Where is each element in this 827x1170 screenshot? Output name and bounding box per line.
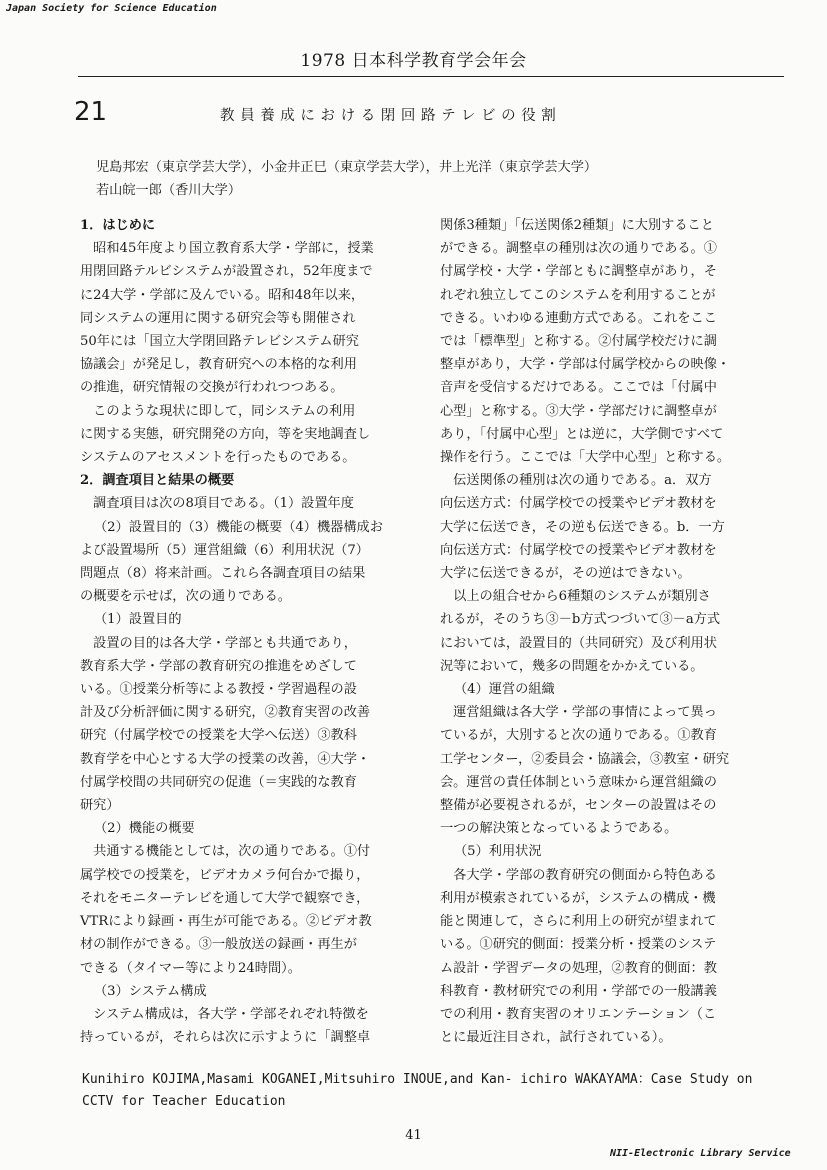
text-line: とに最近注目され，試行されている）。: [440, 1030, 672, 1046]
text-line: 昭和45年度より国立教育系大学・学部に，授業: [80, 241, 374, 257]
text-line: 向伝送方式：付属学校での授業やビデオ教材を: [440, 542, 717, 558]
text-line: システムのアセスメントを行ったものである。: [80, 450, 356, 466]
paper-number: 21: [74, 97, 108, 127]
text-line: 工学センター，②委員会・協議会，③教室・研究: [440, 751, 730, 767]
text-line: 向伝送方式：付属学校での授業やビデオ教材を: [440, 496, 717, 512]
header-rule: [78, 76, 784, 77]
text-line: （1）設置目的: [94, 612, 182, 628]
text-line: できる。いわゆる連動方式である。これをここ: [440, 310, 717, 326]
text-line: 運営組織は各大学・学部の事情によって異っ: [440, 705, 717, 721]
text-line: 付属学校間の共同研究の促進（＝実践的な教育: [80, 774, 357, 790]
text-line: 問題点（8）将来計画。これら各調査項目の結果: [80, 566, 366, 582]
text-line: 各大学・学部の教育研究の側面から特色ある: [440, 867, 717, 883]
text-line: に関する実態，研究開発の方向，等を実地調査し: [80, 426, 371, 442]
text-line: 付属学校・大学・学部ともに調整卓があり，そ: [440, 264, 717, 280]
authors-line-2: 若山皖一郎（香川大学）: [96, 183, 242, 198]
text-line: 設置の目的は各大学・学部とも共通であり，: [80, 635, 357, 651]
text-line: 教育学を中心とする大学の授業の改善，④大学・: [80, 751, 371, 767]
text-line: 持っているが，それらは次に示すように「調整卓: [80, 1030, 371, 1046]
text-line: （5）利用状況: [454, 844, 542, 860]
text-line: 2．調査項目と結果の概要: [80, 473, 235, 489]
text-line: では「標準型」と称する。②付属学校だけに調: [440, 334, 717, 350]
text-line: 整備が必要視されるが，センターの設置はその: [440, 798, 717, 814]
text-line: （4）運営の組織: [454, 682, 555, 698]
text-line: に24大学・学部に及んでいる。昭和48年以来，: [80, 287, 365, 303]
text-line: いる。①研究的側面：授業分析・授業のシステ: [440, 937, 717, 953]
text-line: このような現状に即して，同システムの利用: [80, 403, 356, 419]
text-line: 共通する機能としては，次の通りである。①付: [80, 844, 371, 860]
text-line: VTRにより録画・再生が可能である。②ビデオ教: [80, 914, 372, 930]
text-line: システム構成は，各大学・学部それぞれ特徴を: [80, 1006, 369, 1022]
english-abstract-line-1: Kunihiro KOJIMA,Masami KOGANEI,Mitsuhiro INOUE,and Kan- ichiro WAKAYAMA：Case Study on: [82, 1072, 753, 1087]
page-number: 41: [405, 1128, 422, 1143]
text-line: 利用が模索されているが，システムの構成・機: [440, 890, 716, 906]
text-line: 整卓があり，大学・学部は付属学校からの映像・: [440, 357, 731, 373]
text-line: れぞれ独立してこのシステムを利用することが: [440, 287, 716, 303]
text-line: 大学に伝送でき，その逆も伝送できる。b．一方: [440, 519, 725, 535]
text-line: 調査項目は次の8項目である。（1）設置年度: [80, 496, 354, 512]
text-line: 同システムの運用に関する研究会等も開催され: [80, 310, 356, 326]
text-line: よび設置場所（5）運営組織（6）利用状況（7）: [80, 542, 369, 558]
body-column-right: [440, 214, 785, 1049]
text-line: （2）設置目的（3）機能の概要（4）機器構成お: [94, 519, 383, 535]
text-line: 属学校での授業を，ビデオカメラ何台かで撮り，: [80, 867, 370, 883]
text-line: 用閉回路テルビシステムが設置され，52年度まで: [80, 264, 373, 280]
society-header: Japan Society for Science Education: [6, 3, 217, 14]
text-line: 音声を受信するだけである。ここでは「付属中: [440, 380, 717, 396]
text-line: あり，「付属中心型」とは逆に，大学側ですべて: [440, 426, 724, 442]
authors-line-1: 児島邦宏（東京学芸大学），小金井正巳（東京学芸大学），井上光洋（東京学芸大学）: [96, 160, 598, 175]
text-line: 計及び分析評価に関する研究，②教育実習の改善: [80, 705, 371, 721]
text-line: ができる。調整卓の種別は次の通りである。①: [440, 241, 717, 257]
text-line: ているが，大別すると次の通りである。①教育: [440, 728, 717, 744]
text-line: 一つの解決策となっているようである。: [440, 821, 678, 837]
text-line: 材の制作ができる。③一般放送の録画・再生が: [80, 937, 357, 953]
english-abstract-line-2: CCTV for Teacher Education: [82, 1094, 286, 1109]
text-line: 伝送関係の種別は次の通りである。a．双方: [440, 473, 712, 489]
text-line: 大学に伝送できるが，その逆はできない。: [440, 566, 691, 582]
text-line: の概要を示せば，次の通りである。: [80, 589, 291, 605]
text-line: での利用・教育実習のオリエンテーション（こ: [440, 1006, 717, 1022]
text-line: いる。①授業分析等による教授・学習過程の設: [80, 682, 357, 698]
paper-title: 教員養成における閉回路テレビの役割: [220, 108, 562, 124]
conference-title: 1978 日本科学教育学会年会: [300, 51, 527, 71]
text-line: （3）システム構成: [94, 983, 207, 999]
text-line: 研究（付属学校での授業を大学へ伝送）③教科: [80, 728, 357, 744]
text-line: 以上の組合せから6種類のシステムが類別さ: [440, 589, 711, 605]
text-line: 操作を行う。ここでは「大学中心型」と称する。: [440, 450, 731, 466]
text-line: 教育系大学・学部の教育研究の推進をめざして: [80, 658, 357, 674]
text-line: 50年には「国立大学閉回路テレビシステム研究: [80, 334, 359, 350]
text-line: 科教育・教材研究での利用・学部での一般講義: [440, 983, 717, 999]
text-line: 能と関連して，さらに利用上の研究が望まれて: [440, 914, 717, 930]
body-column-left: [80, 214, 420, 1049]
text-line: ム設計・学習データの処理，②教育的側面：教: [440, 960, 717, 976]
library-service-footer: NII-Electronic Library Service: [610, 1148, 791, 1159]
text-line: れるが，そのうち③－b方式つづいて③－a方式: [440, 612, 721, 628]
text-line: 心型」と称する。③大学・学部だけに調整卓が: [440, 403, 717, 419]
text-line: それをモニターテレビを通して大学で観察でき，: [80, 890, 370, 906]
author-list: [96, 156, 597, 202]
text-line: 会。運営の責任体制という意味から運営組織の: [440, 774, 717, 790]
text-line: の推進，研究情報の交換が行われつつある。: [80, 380, 344, 396]
text-line: 協議会」が発足し，教育研究への本格的な利用: [80, 357, 357, 373]
text-line: できる（タイマー等により24時間）。: [80, 960, 301, 976]
english-abstract: [82, 1069, 752, 1113]
text-line: 1．はじめに: [80, 218, 156, 233]
text-line: 関係3種類」「伝送関係2種類」に大別すること: [440, 218, 714, 233]
text-line: 研究）: [80, 798, 120, 814]
text-line: （2）機能の概要: [94, 821, 195, 837]
text-line: においては，設置目的（共同研究）及び利用状: [440, 635, 717, 651]
text-line: 況等において，幾多の問題をかかえている。: [440, 658, 704, 674]
